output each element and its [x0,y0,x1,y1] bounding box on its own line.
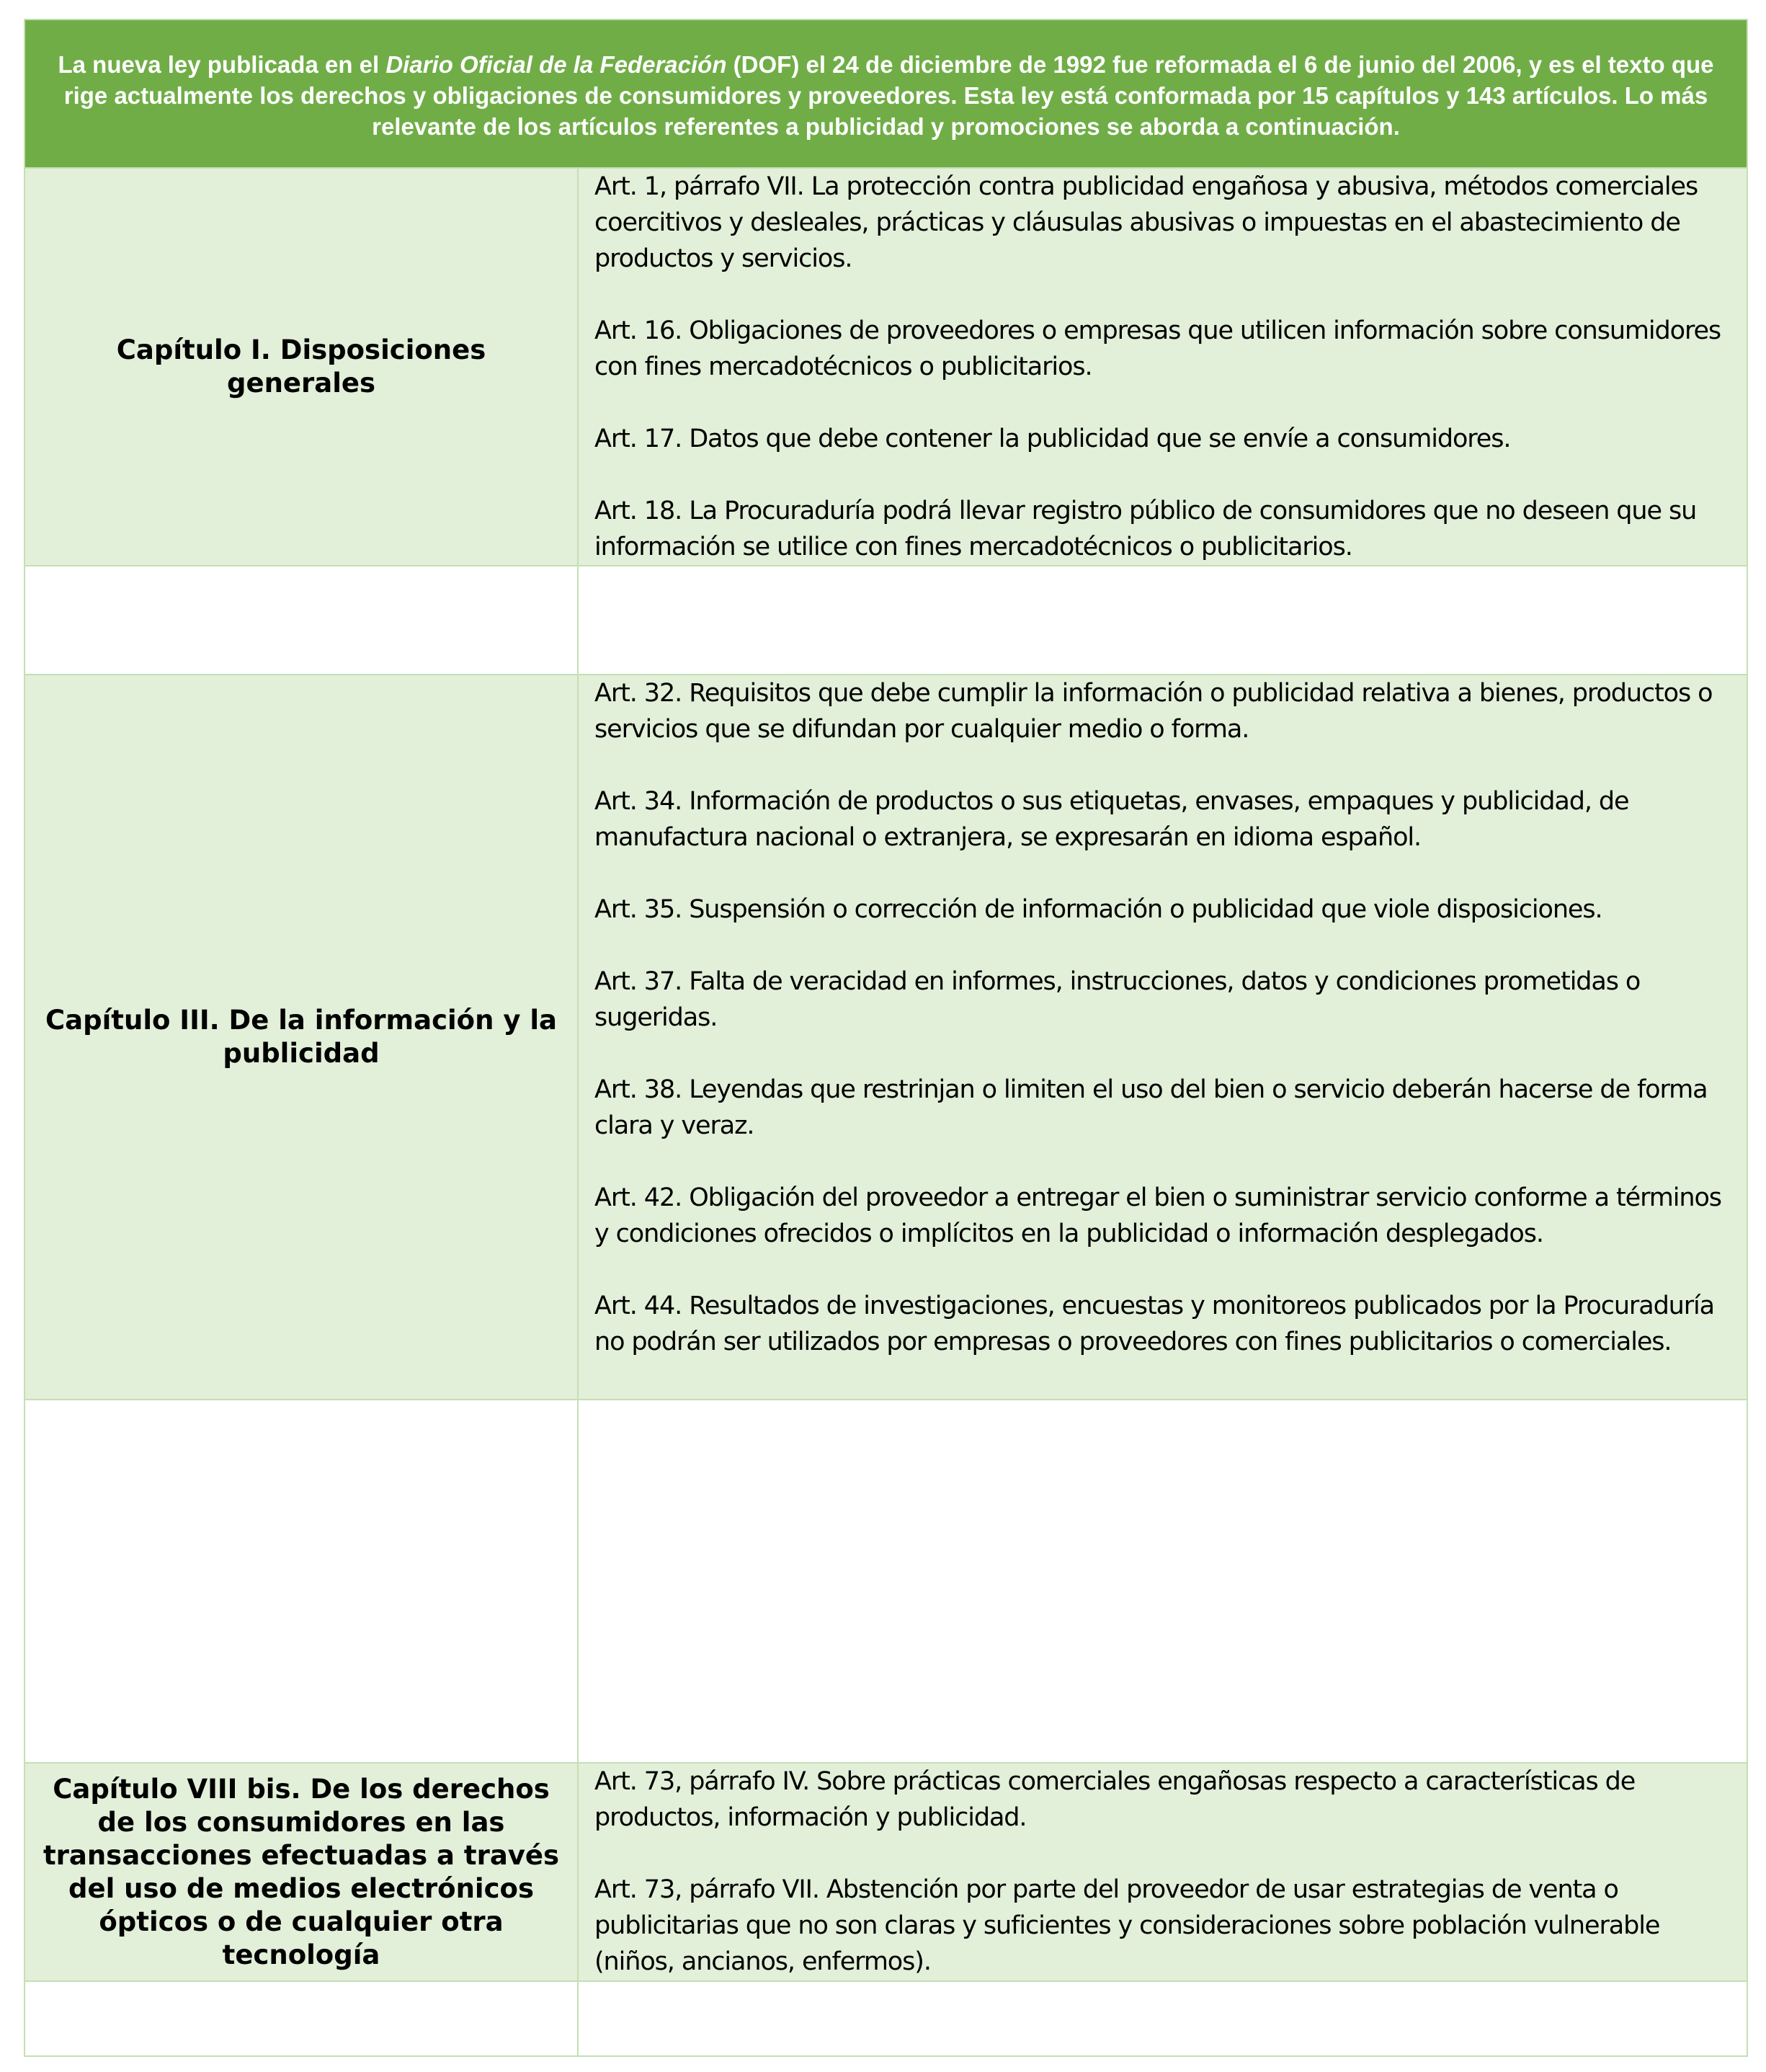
article-item: Art. 16. Obligaciones de proveedores o empresas que utilicen información sobre consumidores con fines mercadotécnicos o publicitarios. [594,316,1721,381]
article-item: Art. 42. Obligación del proveedor a entregar el bien o suministrar servicio conforme a términos y condiciones ofrecidos o implícitos en la publicidad o información desplegados. [594,1183,1721,1248]
article-item: Art. 44. Resultados de investigaciones, encuestas y monitoreos publicados por la Procuraduría no podrán ser utilizados por empresas o proveedores con fines publicitarios o comerciales. [594,1291,1715,1356]
blank-cell [24,1981,578,2056]
chapter-title-1: Capítulo I. Disposiciones generales [24,168,578,566]
article-item: Art. 34. Información de productos o sus etiquetas, envases, empaques y publicidad, de manufactura nacional o extranjera, se expresarán en idioma español. [594,787,1629,852]
chapter-title-3: Capítulo III. De la información y la publicidad [24,675,578,1400]
chapter-row-8bis [24,1763,1747,1981]
article-item: Art. 17. Datos que debe contener la publicidad que se envíe a consumidores. [594,424,1511,453]
blank-row-2 [24,1400,1747,1763]
article-item: Art. 38. Leyendas que restrinjan o limiten el uso del bien o servicio deberán hacerse de forma clara y veraz. [594,1075,1708,1140]
blank-row-3 [24,1981,1747,2056]
article-item: Art. 37. Falta de veracidad en informes, instrucciones, datos y condiciones prometidas o sugeridas. [594,967,1641,1032]
chapter-articles-3 [578,675,1747,1400]
chapter-articles-8bis [578,1763,1747,1981]
article-item: Art. 18. La Procuraduría podrá llevar registro público de consumidores que no deseen que su información se utilice con fines mercadotécnicos o publicitarios. [594,497,1697,561]
header-text-start: La nueva ley publicada en el [58,50,386,78]
article-item: Art. 35. Suspensión o corrección de información o publicidad que viole disposiciones. [594,895,1602,924]
article-item: Art. 73, párrafo VII. Abstención por parte del proveedor de usar estrategias de venta o publicitarias que no son claras y suficientes y consideraciones sobre población vulnerable (niños, ancianos, enfermos). [594,1875,1660,1976]
chapter-row-3 [24,675,1747,1400]
blank-cell [24,566,578,675]
chapter-articles-1 [578,168,1747,566]
chapter-title-8bis: Capítulo VIII bis. De los derechos de los consumidores en las transacciones efectuadas a través del uso de medios electrónicos ópticos o de cualquier otra tecnología [24,1763,578,1981]
blank-cell [578,1400,1747,1763]
blank-cell [578,566,1747,675]
law-articles-table [24,19,1748,2057]
blank-row-1 [24,566,1747,675]
blank-cell [24,1400,578,1763]
article-item: Art. 1, párrafo VII. La protección contra publicidad engañosa y abusiva, métodos comerciales coercitivos y desleales, prácticas y cláusulas abusivas o impuestas en el abastecimiento de productos y servicios. [594,172,1698,273]
header-text-end: (DOF) el 24 de diciembre de 1992 fue reformada el 6 de junio del 2006, y es el texto que rige actualmente los derechos y obligaciones de consumidores y proveedores. Esta ley está conformada por 15 capítulos y 143 artículos. Lo más relevante de los artículos referentes a publicidad y promociones se aborda a continuación. [63,50,1714,140]
article-item: Art. 73, párrafo IV. Sobre prácticas comerciales engañosas respecto a características de productos, información y publicidad. [594,1767,1636,1832]
header-cell [24,19,1747,168]
chapter-row-1 [24,168,1747,566]
header-row [24,19,1747,168]
header-text-italic: Diario Oficial de la Federación [385,50,727,78]
article-item: Art. 32. Requisitos que debe cumplir la información o publicidad relativa a bienes, productos o servicios que se difundan por cualquier medio o forma. [594,679,1713,744]
blank-cell [578,1981,1747,2056]
